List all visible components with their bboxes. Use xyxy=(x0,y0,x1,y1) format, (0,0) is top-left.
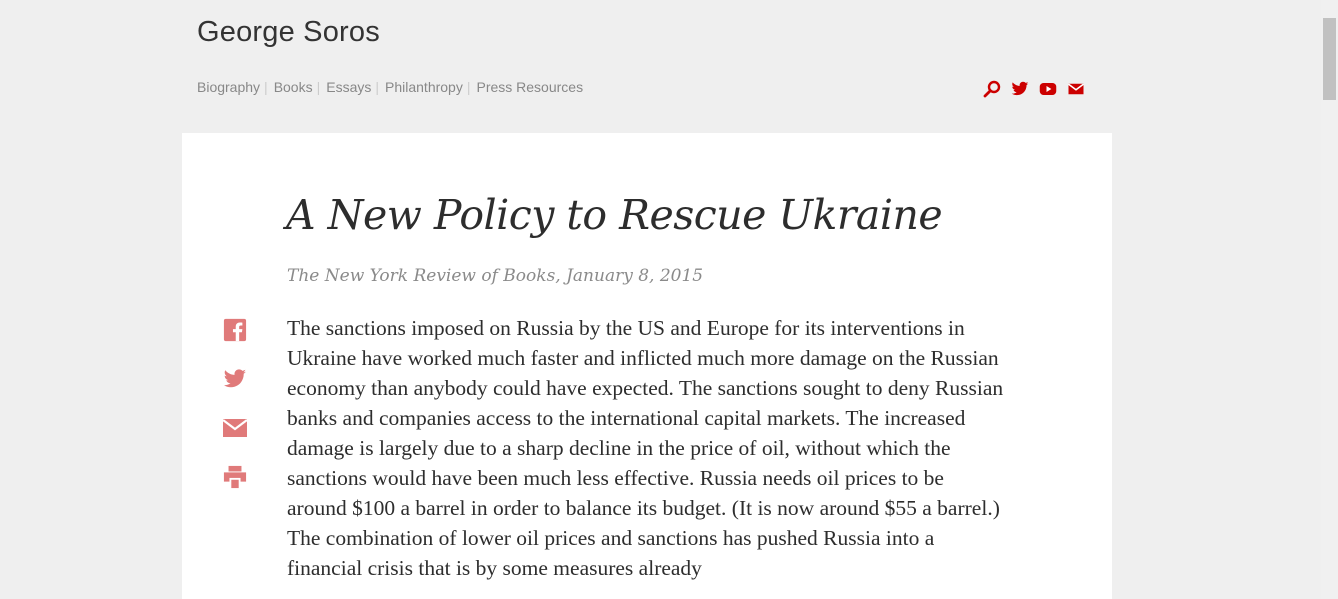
scrollbar-thumb[interactable] xyxy=(1323,18,1336,100)
nav-item-biography[interactable]: Biography xyxy=(197,79,261,95)
email-icon[interactable] xyxy=(1067,80,1085,98)
nav-separator: | xyxy=(264,79,268,95)
header-social-icons xyxy=(983,80,1085,98)
nav-item-books[interactable]: Books xyxy=(273,79,313,95)
nav-separator: | xyxy=(375,79,380,95)
facebook-icon[interactable] xyxy=(222,318,248,342)
article-source: The New York Review of Books, January 8, 2015 xyxy=(287,266,704,286)
share-toolbar xyxy=(222,318,248,489)
nav-item-philanthropy[interactable]: Philanthropy xyxy=(385,79,463,95)
scroll-up-arrow[interactable] xyxy=(1321,0,1338,17)
print-icon[interactable] xyxy=(222,465,248,489)
article-title: A New Policy to Rescue Ukraine xyxy=(286,191,943,239)
twitter-icon[interactable] xyxy=(1011,80,1029,98)
email-icon[interactable] xyxy=(222,416,248,440)
site-title[interactable]: George Soros xyxy=(197,16,380,48)
article-body: The sanctions imposed on Russia by the US and Europe for its interventions in Ukraine have worked much faster and inflicted much more damage on the Russian economy than anybody could have expected. The sanctions sought to deny Russian banks and companies access to the international capital markets. The increased damage is largely due to a sharp decline in the price of oil, without which the sanctions would have been much less effective. Russia needs oil prices to be around $100 a barrel in order to balance its budget. (It is now around $55 a barrel.) The combination of lower oil prices and sanctions has pushed Russia into a financial crisis that is by some measures already xyxy=(287,316,1004,580)
nav-separator: | xyxy=(466,79,471,95)
twitter-icon[interactable] xyxy=(222,367,248,391)
nav-item-essays[interactable]: Essays xyxy=(326,79,372,95)
article-card xyxy=(182,133,1112,599)
main-nav xyxy=(197,79,583,95)
vertical-scrollbar[interactable] xyxy=(1321,0,1338,599)
nav-separator: | xyxy=(316,79,321,95)
youtube-icon[interactable] xyxy=(1039,80,1057,98)
nav-item-press-resources[interactable]: Press Resources xyxy=(476,79,584,95)
search-icon[interactable] xyxy=(983,80,1001,98)
